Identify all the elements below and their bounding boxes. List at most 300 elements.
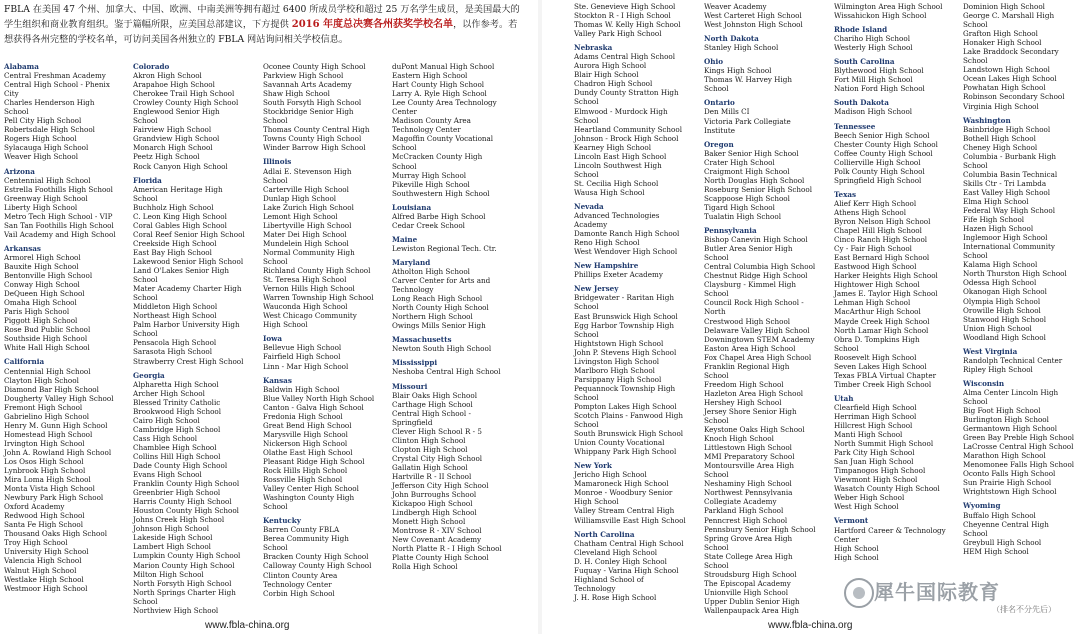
school-name: Milton High School xyxy=(133,569,204,579)
state-heading: Arizona xyxy=(4,166,35,176)
school-name: St. Teresa High School xyxy=(263,275,347,285)
school-name: North Forsyth High School xyxy=(133,578,232,588)
school-name: South Forsyth High School xyxy=(263,98,362,108)
school-name: Pennsbury Senior High School xyxy=(704,524,816,534)
school-name: Fife High School xyxy=(963,215,1025,225)
school-name: Hillcrest High School xyxy=(834,421,913,431)
school-name: Valley Center High School xyxy=(263,484,359,494)
school-name: Conway High School xyxy=(4,280,80,290)
school-name: Cass High School xyxy=(133,433,198,443)
school-name: Mayde Creek High School xyxy=(834,316,930,326)
school-column-6 xyxy=(704,2,816,615)
watermark-subtitle: （排名不分先后） xyxy=(992,605,1056,614)
school-name: Burlington High School xyxy=(963,415,1049,425)
school-name: McCracken County High School xyxy=(392,152,483,171)
school-name: Knoch High School xyxy=(704,434,774,444)
state-heading: New York xyxy=(574,461,612,471)
state-heading: Kentucky xyxy=(263,516,301,526)
school-name: Livingston High School xyxy=(574,356,660,366)
school-name: Hartville R - II School xyxy=(392,471,472,481)
school-name: Elmwood - Murdock High School xyxy=(574,106,668,125)
school-name: Marathon High School xyxy=(963,451,1046,461)
state-heading: North Carolina xyxy=(574,529,635,539)
school-name: Centennial High School xyxy=(4,175,91,185)
school-name: Blair Oaks High School xyxy=(392,390,478,400)
school-name: Hightower High School xyxy=(834,280,920,290)
school-name: Valley Park High School xyxy=(574,29,662,39)
school-name: Cinco Ranch High School xyxy=(834,235,928,245)
school-name: Monett High School xyxy=(392,517,466,527)
school-name: State College Area High School xyxy=(704,551,793,570)
school-name: Lincoln East High School xyxy=(574,151,667,161)
school-name: East Bernard High School xyxy=(834,253,930,263)
school-name: Monroe - Woodbury Senior High School xyxy=(574,488,673,507)
school-name: Jefferson City High School xyxy=(392,481,489,491)
school-name: Aurora High School xyxy=(574,61,647,71)
school-name: Lake Zurich High School xyxy=(263,202,354,212)
school-name: Lambert High School xyxy=(133,542,211,552)
school-name: Oxford Academy xyxy=(4,502,65,512)
school-name: Rose Bud Public School xyxy=(4,325,91,335)
school-name: Bracken County High School xyxy=(263,552,369,562)
school-name: Wauconda High School xyxy=(263,302,348,312)
school-name: Clearfield High School xyxy=(834,402,917,412)
state-heading: South Dakota xyxy=(834,98,889,108)
school-name: Sylacauga High School xyxy=(4,143,89,153)
school-name: Sun Prairie High School xyxy=(963,478,1052,488)
school-name: Fairview High School xyxy=(133,125,212,135)
school-name: Crestwood High School xyxy=(704,316,791,326)
intro-text-2: ，以作参考。若想获得各州完整的学校名单，可访问美国各州独立的 FBLA 网站询问相关学校信息。 xyxy=(4,19,518,45)
school-name: Cleveland High School xyxy=(574,547,658,557)
school-name: Richland County High School xyxy=(263,266,371,276)
school-name: Pompton Lakes High School xyxy=(574,401,677,411)
school-name: Keystone Oaks High School xyxy=(704,425,805,435)
school-name: Valley Stream Central High xyxy=(574,506,675,516)
state-heading: New Jersey xyxy=(574,284,619,294)
school-name: Westerly High School xyxy=(834,43,913,53)
school-name: Lemont High School xyxy=(263,211,338,221)
school-name: Parkview High School xyxy=(263,71,344,81)
school-name: Timpanogos High School xyxy=(834,466,926,476)
school-name: West Johnston High School xyxy=(704,20,803,30)
school-name: Alfred Barbe High School xyxy=(392,211,486,221)
school-name: Bellevue High School xyxy=(263,343,342,353)
school-name: North Summit High School xyxy=(834,439,934,449)
school-name: Larry A. Ryle High School xyxy=(392,89,487,99)
school-name: Warren Township High School xyxy=(263,293,374,303)
school-name: Jersey Shore Senior High School xyxy=(704,406,797,426)
school-name: Elma High School xyxy=(963,196,1029,206)
watermark-name: 犀牛国际教育 xyxy=(874,580,1000,604)
school-name: Linn - Mar High School xyxy=(263,361,349,371)
footer-url-right: www.fbla-china.org xyxy=(768,620,853,631)
school-name: Butler Area Senior High School xyxy=(704,244,793,263)
school-name: Bainbridge High School xyxy=(963,124,1051,134)
school-name: Calloway County High School xyxy=(263,561,372,571)
school-column-8 xyxy=(963,2,1075,556)
school-name: Delaware Valley High School xyxy=(704,325,810,335)
school-name: Claysburg - Kimmel High School xyxy=(704,280,797,299)
school-name: Springfield High School xyxy=(834,175,922,185)
school-name: J. H. Rose High School xyxy=(574,592,657,602)
school-name: Grafton High School xyxy=(963,29,1038,39)
state-heading: West Virginia xyxy=(963,346,1018,356)
school-name: Wausa High School xyxy=(574,187,645,197)
school-name: Chapel Hill High School xyxy=(834,226,922,236)
school-name: Monarch High School xyxy=(133,143,213,153)
school-name: Barren County FBLA xyxy=(263,525,340,535)
school-name: Littlestown High School xyxy=(704,443,792,453)
school-name: Manti High School xyxy=(834,430,903,440)
school-name: Magoffin County Vocational School xyxy=(392,134,494,153)
school-name: Archer High School xyxy=(133,388,205,398)
school-name: Stroudsburg High School xyxy=(704,569,797,579)
school-name: Alief Kerr High School xyxy=(834,198,917,208)
state-heading: Iowa xyxy=(263,334,283,344)
state-heading: Alabama xyxy=(4,62,39,71)
state-heading: Mississippi xyxy=(392,358,438,368)
school-name: University High School xyxy=(4,547,89,557)
school-column-5 xyxy=(574,2,686,602)
school-name: Council Rock High School - North xyxy=(704,298,804,317)
school-name: Oconee County High School xyxy=(263,62,366,71)
school-name: Cedar Creek School xyxy=(392,220,465,230)
school-name: Kalama High School xyxy=(963,260,1038,270)
school-name: Randolph Technical Center xyxy=(963,355,1063,365)
school-name: Adlai E. Stevenson High School xyxy=(263,166,352,185)
state-heading: Oregon xyxy=(704,139,734,149)
school-name: Lindbergh High School xyxy=(392,508,477,518)
school-name: North Thurston High School xyxy=(963,269,1067,279)
school-name: Greenway High School xyxy=(4,193,88,203)
school-name: Tualatin High School xyxy=(704,211,782,221)
school-name: LaCrosse Central High School xyxy=(963,442,1074,452)
school-name: Freedom High School xyxy=(704,379,784,389)
school-name: Dominion High School xyxy=(963,2,1045,11)
school-name: Baldwin High School xyxy=(263,384,340,394)
state-heading: Illinois xyxy=(263,157,292,167)
school-name: Parkland High School xyxy=(704,506,784,516)
school-name: Dougherty Valley High School xyxy=(4,393,114,403)
state-heading: Maryland xyxy=(392,257,431,267)
school-name: Newton South High School xyxy=(392,344,492,354)
school-name: Powhatan High School xyxy=(963,83,1046,93)
school-name: East Brunswick High School xyxy=(574,311,678,321)
school-name: Lee County Area Technology Center xyxy=(392,98,497,117)
state-heading: California xyxy=(4,357,45,367)
school-name: West Chicago Community High School xyxy=(263,311,357,330)
school-name: Whippany Park High School xyxy=(574,447,677,457)
school-name: East Bay High School xyxy=(133,247,212,257)
school-name: Thomas County Central High xyxy=(263,125,370,135)
school-name: Cheney High School xyxy=(963,142,1038,152)
school-name: Canton - Galva High School xyxy=(263,402,364,412)
state-heading: Nevada xyxy=(574,201,604,211)
school-name: Pell City High School xyxy=(4,116,82,126)
school-name: White Hall High School xyxy=(4,343,90,353)
school-name: Union High School xyxy=(963,323,1032,333)
school-name: Weber High School xyxy=(834,493,905,503)
school-name: Lewiston Regional Tech. Ctr. xyxy=(392,243,497,253)
school-name: Carthage High School xyxy=(392,399,473,409)
school-name: Savannah Arts Academy xyxy=(263,80,352,90)
school-name: Victoria Park Collegiate Institute xyxy=(704,116,791,135)
school-name: Spring Grove Area High School xyxy=(704,533,793,552)
school-name: Redwood High School xyxy=(4,511,85,521)
school-name: Fox Chapel Area High School xyxy=(704,352,812,362)
school-name: Coral Gables High School xyxy=(133,220,227,230)
school-name: Chestnut Ridge High School xyxy=(704,271,808,281)
school-name: Pikeville High School xyxy=(392,179,470,189)
page-divider xyxy=(538,0,542,634)
school-name: Grandview High School xyxy=(133,134,220,144)
school-name: Oconto Falls High School xyxy=(963,469,1056,479)
school-name: Collierville High School xyxy=(834,157,921,167)
school-name: Murray High School xyxy=(392,170,467,180)
state-heading: Louisiana xyxy=(392,202,432,212)
school-name: Baker Senior High School xyxy=(704,148,799,158)
school-name: Mater Academy Charter High School xyxy=(133,284,242,303)
school-name: John Burroughs School xyxy=(392,490,477,500)
school-name: Hershey High School xyxy=(704,397,782,407)
school-name: Armorel High School xyxy=(4,252,81,262)
school-name: Crowley County High School xyxy=(133,98,239,108)
school-name: Montrose R - XIV School xyxy=(392,526,482,536)
school-name: Dundy County Stratton High School xyxy=(574,88,679,107)
school-name: Coral Reef Senior High School xyxy=(133,229,245,239)
school-name: Westlake High School xyxy=(4,574,84,584)
state-heading: Ontario xyxy=(704,98,735,108)
school-name: Johns Creek High School xyxy=(133,515,225,525)
school-name: Mamaroneck High School xyxy=(574,479,669,489)
school-name: Wilmington Area High School xyxy=(834,2,943,11)
watermark-logo-icon xyxy=(844,578,874,608)
school-name: Hart County High School xyxy=(392,80,485,90)
school-name: Highland School of Technology xyxy=(574,574,644,593)
school-name: New Covenant Academy xyxy=(392,535,482,545)
school-name: Winder Barrow High School xyxy=(263,143,366,153)
school-name: Westmoor High School xyxy=(4,583,88,593)
school-name: Franklin Regional High School xyxy=(704,361,790,380)
school-name: Corbin High School xyxy=(263,588,335,598)
school-name: Piggott High School xyxy=(4,316,78,326)
school-name: Stanwood High School xyxy=(963,314,1047,324)
school-name: Wissahickon High School xyxy=(834,11,927,21)
school-name: Tigard High School xyxy=(704,202,775,212)
school-name: Union County Vocational xyxy=(574,438,665,448)
school-name: Cherokee Trail High School xyxy=(133,89,235,99)
school-name: Clinton High School xyxy=(392,435,466,445)
school-name: Wrightstown High School xyxy=(963,487,1057,497)
school-name: Landstown High School xyxy=(963,65,1050,75)
state-heading: Massachusetts xyxy=(392,335,452,345)
school-name: Monta Vista High School xyxy=(4,484,95,494)
school-name: American Heritage High School xyxy=(133,184,223,203)
school-name: Federal Way High School xyxy=(963,206,1056,216)
school-name: Okanogan High School xyxy=(963,287,1047,297)
school-name: Lynbrook High School xyxy=(4,466,86,476)
school-name: Advanced Technologies Academy xyxy=(574,211,660,230)
school-name: Virginia High School xyxy=(963,101,1039,111)
school-name: MacArthur High School xyxy=(834,307,921,317)
school-name: Charles Henderson High School xyxy=(4,98,95,117)
school-column-2 xyxy=(133,62,245,615)
right-page xyxy=(544,0,1080,634)
school-name: Centennial High School xyxy=(4,366,91,376)
school-name: Libertyville High School xyxy=(263,220,352,230)
school-name: Viewmont High School xyxy=(834,475,918,485)
school-name: Beech Senior High School xyxy=(834,130,930,140)
state-heading: South Carolina xyxy=(834,57,895,67)
school-name: Paris High School xyxy=(4,307,70,317)
school-name: Bridgewater - Raritan High School xyxy=(574,293,674,312)
state-heading: Utah xyxy=(834,393,854,403)
school-name: Hazleton Area High School xyxy=(704,388,804,398)
school-name: Englewood Senior High School xyxy=(133,107,220,126)
state-heading: Missouri xyxy=(392,381,428,391)
school-name: Shaw High School xyxy=(263,89,330,99)
school-name: San Juan High School xyxy=(834,457,914,467)
footer-url-left: www.fbla-china.org xyxy=(205,620,290,631)
school-name: Madison County Area Technology Center xyxy=(392,116,471,135)
school-name: Robinson Secondary School xyxy=(963,92,1065,102)
state-heading: Pennsylvania xyxy=(704,226,757,236)
school-name: High School xyxy=(834,552,879,562)
school-name: Reno High School xyxy=(574,238,640,248)
school-name: Santa Fe High School xyxy=(4,520,84,530)
school-name: Neshaminy High School xyxy=(704,479,792,489)
school-name: Fuquay - Varina High School xyxy=(574,565,679,575)
school-name: Troy High School xyxy=(4,538,68,548)
school-name: Cy - Fair High School xyxy=(834,244,912,254)
school-name: Stockton R - I High School xyxy=(574,11,671,21)
school-name: Greybull High School xyxy=(963,537,1042,547)
school-name: Southwestern High School xyxy=(392,188,490,198)
school-name: Neshoba Central High School xyxy=(392,367,501,377)
school-name: High School xyxy=(834,543,879,553)
state-heading: Arkansas xyxy=(4,243,41,253)
school-name: Lakewood Senior High School xyxy=(133,256,244,266)
school-name: Franklin County High School xyxy=(133,479,240,489)
school-name: North Platte R - I High School xyxy=(392,544,502,554)
school-name: HEM High School xyxy=(963,546,1029,556)
school-name: Middleton High School xyxy=(133,302,218,312)
school-name: Lehman High School xyxy=(834,298,911,308)
school-name: Penncrest High School xyxy=(704,515,788,525)
school-name: Sarasota High School xyxy=(133,347,213,357)
school-name: Northwest Pennsylvania Collegiate Academy xyxy=(704,488,793,507)
school-name: Ocean Lakes High School xyxy=(963,74,1057,84)
school-name: Mater Dei High School xyxy=(263,229,347,239)
school-name: Diamond Bar High School xyxy=(4,384,99,394)
school-name: Brookwood High School xyxy=(133,406,222,416)
school-name: Newbury Park High School xyxy=(4,493,104,503)
school-name: Carver Center for Arts and Technology xyxy=(392,276,491,295)
school-name: Chadron High School xyxy=(574,79,653,89)
school-name: Bauxite High School xyxy=(4,261,79,271)
school-name: Damonte Ranch High School xyxy=(574,229,680,239)
school-column-3 xyxy=(263,62,375,598)
school-name: Coffee County High School xyxy=(834,148,933,158)
school-name: Rogers High School xyxy=(4,134,77,144)
school-name: Marysville High School xyxy=(263,429,348,439)
school-name: Jericho High School xyxy=(574,470,647,480)
school-name: Johnson - Brock High School xyxy=(574,133,679,143)
school-column-1 xyxy=(4,62,116,593)
school-name: St. Cecilia High School xyxy=(574,178,659,188)
school-name: Lake Braddock Secondary School xyxy=(963,47,1059,66)
watermark xyxy=(844,572,1076,622)
school-name: DeQueen High School xyxy=(4,289,85,299)
school-name: Woodland High School xyxy=(963,332,1046,342)
school-name: Ripley High School xyxy=(963,364,1033,374)
school-name: North Douglas High School xyxy=(704,175,805,185)
school-name: Mira Loma High School xyxy=(4,475,91,485)
school-name: Vail Academy and High School xyxy=(4,229,116,239)
school-name: North Lamar High School xyxy=(834,325,929,335)
school-name: Arapahoe High School xyxy=(133,80,215,90)
school-name: Chester County High School xyxy=(834,139,938,149)
intro-paragraph xyxy=(4,2,524,47)
school-name: Obra D. Tompkins High School xyxy=(834,334,920,353)
state-heading: Ohio xyxy=(704,57,724,67)
school-name: Northern High School xyxy=(392,312,473,322)
school-name: Montoursville Area High School xyxy=(704,461,795,480)
school-name: Greenbrier High School xyxy=(133,488,221,498)
school-name: Chariho High School xyxy=(834,34,911,44)
school-name: Washington County High School xyxy=(263,493,355,512)
school-name: Phillips Exeter Academy xyxy=(574,270,663,280)
school-name: Palm Harbor University High School xyxy=(133,320,240,339)
school-name: Weaver High School xyxy=(4,152,78,162)
school-name: Homestead High School xyxy=(4,429,93,439)
intro-highlight: 2016 年度总决赛各州获奖学校名单 xyxy=(291,19,454,30)
school-name: Hightstown High School xyxy=(574,338,664,348)
school-name: Lincoln Southwest High School xyxy=(574,160,662,179)
school-name: Madison High School xyxy=(834,107,913,117)
school-name: Byron Nelson High School xyxy=(834,216,931,226)
school-name: Akron High School xyxy=(133,71,202,81)
school-name: Towns County High School xyxy=(263,134,362,144)
school-name: Cheyenne Central High School xyxy=(963,519,1049,538)
school-name: Dunlap High School xyxy=(263,193,337,203)
school-name: Collins Hill High School xyxy=(133,451,221,461)
school-name: Johnson High School xyxy=(133,524,210,534)
school-name: Strawberry Crest High School xyxy=(133,356,244,366)
school-name: Owings Mills Senior High xyxy=(392,321,486,331)
school-name: John A. Rowland High School xyxy=(4,447,112,457)
school-name: Northeast High School xyxy=(133,311,217,321)
school-name: Marlboro High School xyxy=(574,365,655,375)
state-heading: Texas xyxy=(834,189,857,199)
school-name: Nation Ford High School xyxy=(834,84,925,94)
school-name: Creekside High School xyxy=(133,238,217,248)
school-name: Robertsdale High School xyxy=(4,125,95,135)
school-name: Ste. Genevieve High School xyxy=(574,2,676,11)
state-heading: Georgia xyxy=(133,370,165,380)
school-name: Herriman High School xyxy=(834,411,917,421)
state-heading: Nebraska xyxy=(574,43,613,53)
school-column-4 xyxy=(392,62,504,571)
school-name: Los Osos High School xyxy=(4,456,84,466)
school-name: Cambridge High School xyxy=(133,424,221,434)
school-name: Harris County High School xyxy=(133,497,232,507)
school-name: Crystal City High School xyxy=(392,453,483,463)
school-name: North County High School xyxy=(392,303,489,313)
school-name: duPont Manual High School xyxy=(392,62,495,71)
school-name: Bishop Canevin High School xyxy=(704,235,808,245)
